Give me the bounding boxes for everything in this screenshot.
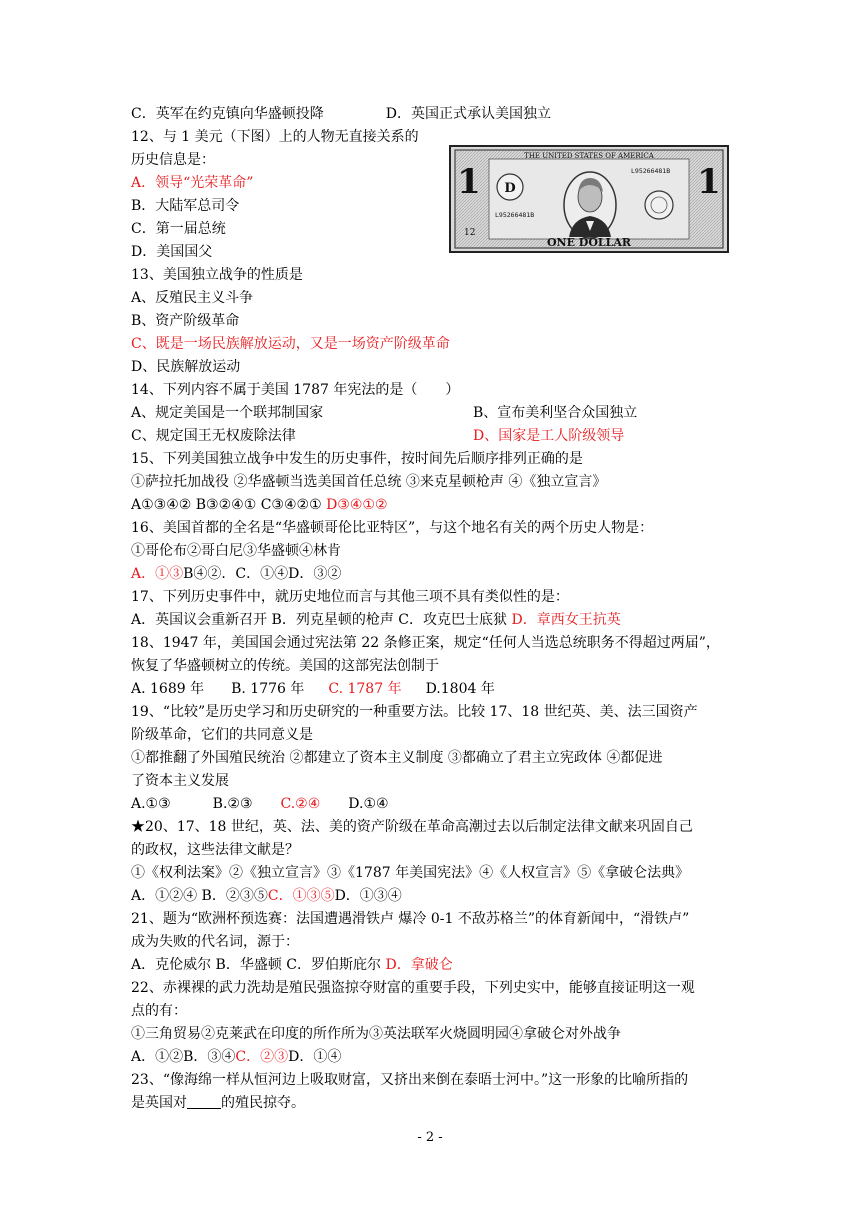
bill-denomination-left: 1 xyxy=(457,162,481,202)
question-19-options: A.①③ B.②③ C.②④ D.①④ xyxy=(131,796,389,812)
page-number: - 2 - xyxy=(417,1130,443,1145)
question-18-stem: 18、1947 年，美国国会通过宪法第 22 条修正案，规定“任何人当选总统职务不得超过两届”， xyxy=(131,635,720,651)
question-20-stem-cont: 的政权，这些法律文献是？ xyxy=(131,842,299,858)
question-19-items: ①都推翻了外国殖民统治 ②都建立了资本主义制度 ③都确立了君主立宪政体 ④都促进 xyxy=(131,750,663,766)
question-15-events: ①萨拉托加战役 ②华盛顿当选美国首任总统 ③来克星顿枪声 ④《独立宣言》 xyxy=(131,474,607,490)
question-14-options-ab: A、规定美国是一个联邦制国家 B、宣布美利坚合众国独立 xyxy=(131,405,638,421)
question-14-options-cd: C、规定国王无权废除法律 D、国家是工人阶级领导 xyxy=(131,428,625,444)
question-23-stem: 23、“像海绵一样从恒河边上吸取财富，又挤出来倒在泰晤士河中。”这一形象的比喻所指的 xyxy=(131,1072,689,1088)
question-20-documents: ①《权利法案》②《独立宣言》③《1787 年美国宪法》④《人权宣言》⑤《拿破仑法典》 xyxy=(131,865,690,881)
question-22-stem: 22、赤裸裸的武力洗劫是殖民强盗掠夺财富的重要手段，下列史实中，能够直接证明这一观 xyxy=(131,980,695,996)
question-19-stem-cont: 阶级革命，它们的共同意义是 xyxy=(131,727,313,743)
bill-serial-top: L95266481B xyxy=(631,167,671,175)
question-13-option-d: D、民族解放运动 xyxy=(131,359,241,375)
bill-bottom-text: ONE DOLLAR xyxy=(546,236,632,249)
question-20-stem: ★20、17、18 世纪，英、法、美的资产阶级在革命高潮过去以后制定法律文献来巩固自己 xyxy=(131,819,693,835)
question-16-people: ①哥伦布②哥白尼③华盛顿④林肯 xyxy=(131,543,341,559)
question-19-items-cont: 了资本主义发展 xyxy=(131,773,229,789)
question-22-stem-cont: 点的有： xyxy=(131,1003,187,1019)
question-12-option-b: B．大陆军总司令 xyxy=(131,198,240,214)
question-12-option-c: C．第一届总统 xyxy=(131,221,226,237)
question-16-stem: 16、美国首都的全名是“华盛顿哥伦比亚特区”，与这个地名有关的两个历史人物是： xyxy=(131,520,654,536)
question-13-option-b: B、资产阶级革命 xyxy=(131,313,240,329)
question-22-items: ①三角贸易②克莱武在印度的所作所为③英法联军火烧圆明园④拿破仑对外战争 xyxy=(131,1026,621,1042)
question-12-option-d: D．美国国父 xyxy=(131,244,213,260)
question-21-options: A．克伦威尔 B．华盛顿 C．罗伯斯庇尔 D．拿破仑 xyxy=(131,957,453,973)
svg-text:D: D xyxy=(504,181,516,196)
question-14-stem: 14、下列内容不属于美国 1787 年宪法的是（ ） xyxy=(131,382,460,398)
question-17-stem: 17、下列历史事件中，就历史地位而言与其他三项不具有类似性的是： xyxy=(131,589,569,605)
question-12-stem: 12、与 1 美元（下图）上的人物无直接关系的 xyxy=(131,129,419,145)
treasury-seal-icon xyxy=(645,191,673,219)
question-13-answer-c: C、既是一场民族解放运动，又是一场资产阶级革命 xyxy=(131,336,450,352)
question-16-options: A．①③B④②．C．①④D．③② xyxy=(131,566,342,582)
question-19-stem: 19、“比较”是历史学习和历史研究的一种重要方法。比较 17、18 世纪英、美、法三国资产 xyxy=(131,704,698,720)
bill-header-text: THE UNITED STATES OF AMERICA xyxy=(524,152,654,160)
question-17-options: A．英国议会重新召开 B．列克星顿的枪声 C．攻克巴士底狱 D．章西女王抗英 xyxy=(131,612,621,628)
question-21-stem: 21、题为“欧洲杯预选赛：法国遭遇滑铁卢 爆冷 0-1 不敌苏格兰”的体育新闻中，“滑铁卢” xyxy=(131,911,690,927)
question-20-options: A．①②④ B．②③⑤C．①③⑤D．①③④ xyxy=(131,888,402,904)
question-15-stem: 15、下列美国独立战争中发生的历史事件，按时间先后顺序排列正确的是 xyxy=(131,451,583,467)
question-23-stem-cont: 是英国对 的殖民掠夺。 xyxy=(131,1095,305,1111)
line-11-options-cd: C．英军在约克镇向华盛顿投降 D．英国正式承认美国独立 xyxy=(131,106,551,122)
bill-plate-number: 12 xyxy=(464,228,476,238)
question-12-answer-a: A．领导“光荣革命” xyxy=(131,175,254,191)
one-dollar-bill-image xyxy=(449,145,729,253)
question-18-options: A. 1689 年 B. 1776 年 C. 1787 年 D.1804 年 xyxy=(131,681,495,697)
question-13-stem: 13、美国独立战争的性质是 xyxy=(131,267,303,283)
question-18-stem-cont: 恢复了华盛顿树立的传统。美国的这部宪法创制于 xyxy=(131,658,439,674)
question-15-options: A①③④② B③②④① C③④②① D③④①② xyxy=(131,497,388,513)
fill-in-blank[interactable] xyxy=(187,1094,221,1109)
question-12-stem-cont: 历史信息是： xyxy=(131,152,215,168)
bill-serial-bottom: L95266481B xyxy=(495,211,535,219)
question-13-option-a: A、反殖民主义斗争 xyxy=(131,290,254,306)
question-22-options: A．①②B．③④C．②③D．①④ xyxy=(131,1049,342,1065)
question-21-stem-cont: 成为失败的代名词，源于： xyxy=(131,934,299,950)
bill-denomination-right: 1 xyxy=(697,162,721,202)
